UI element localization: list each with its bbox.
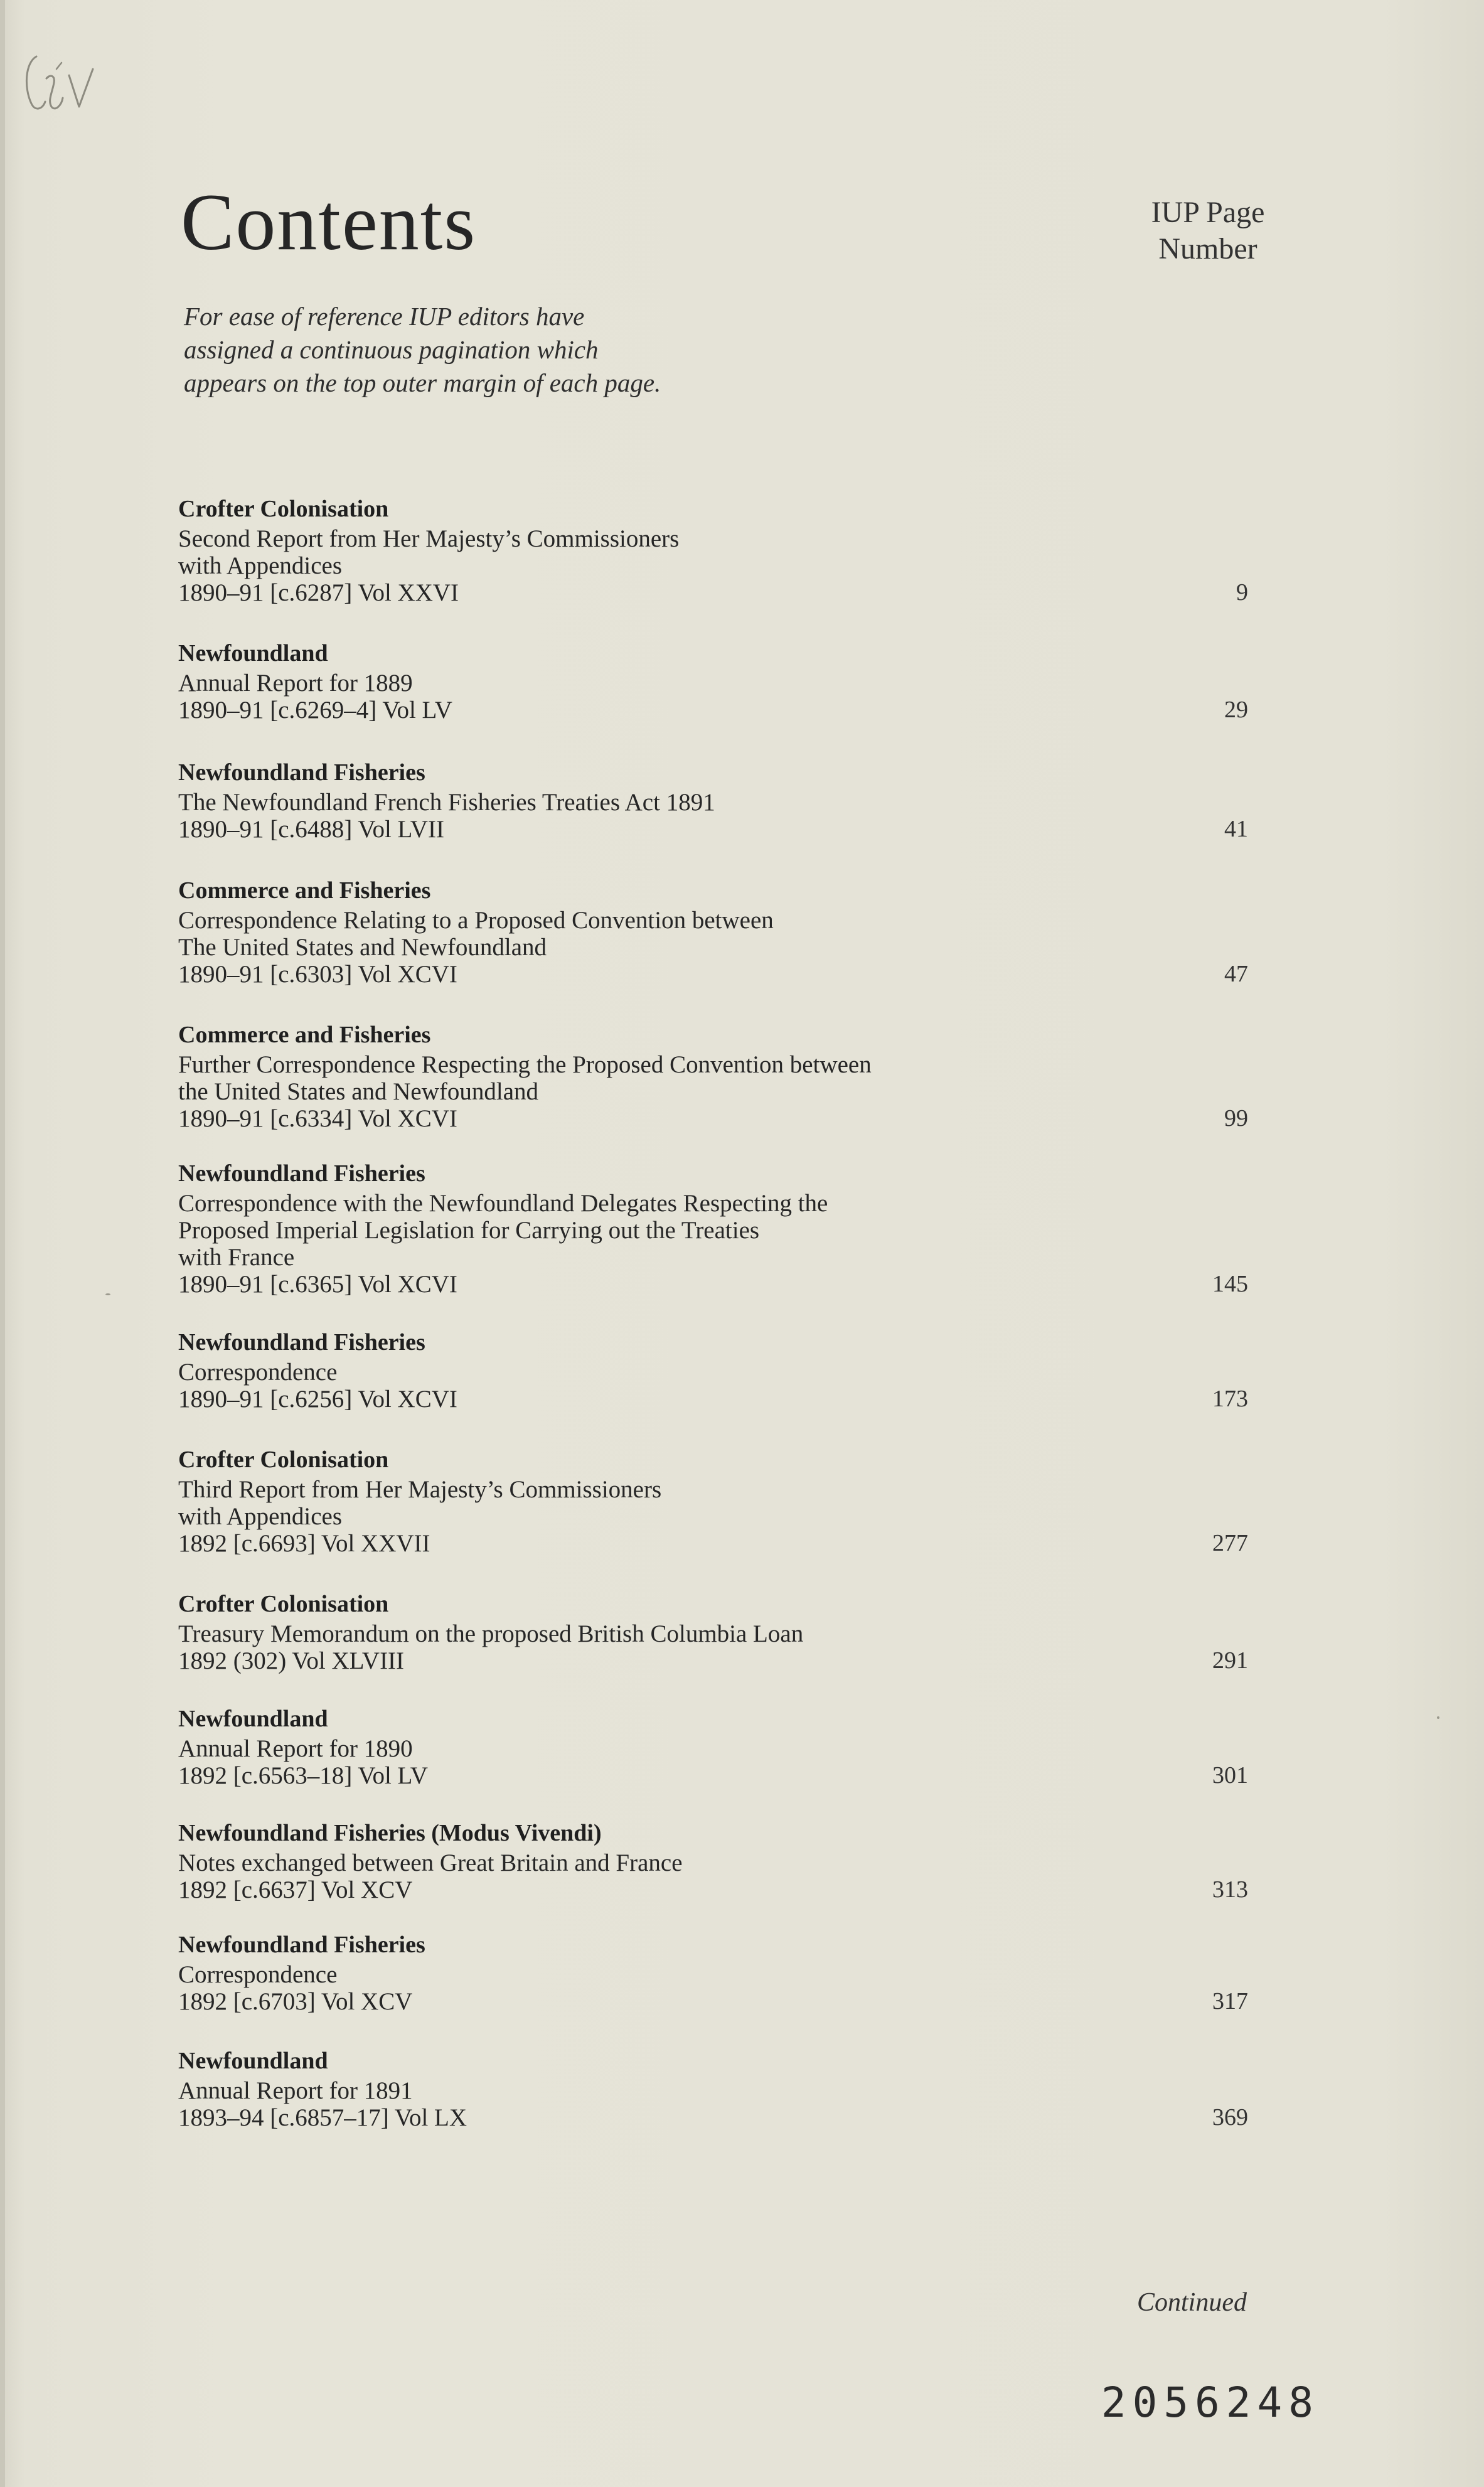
contents-entry [178, 1326, 1276, 1413]
paper-speck [105, 1293, 110, 1295]
entry-line: 1892 [c.6563–18] Vol LV [178, 1762, 428, 1789]
entry-page-number: 29 [1224, 697, 1248, 723]
entry-line: the United States and Newfoundland [178, 1078, 539, 1105]
column-header-line2: Number [1158, 232, 1257, 265]
entry-line: Treasury Memorandum on the proposed British Columbia Loan [178, 1620, 804, 1647]
entry-line: 1892 [c.6637] Vol XCV [178, 1876, 413, 1903]
entry-heading: Newfoundland [178, 1706, 328, 1732]
contents-entry [178, 874, 1276, 988]
entry-heading: Commerce and Fisheries [178, 1022, 431, 1048]
entry-heading: Newfoundland Fisheries [178, 1932, 425, 1958]
entry-heading: Crofter Colonisation [178, 496, 389, 522]
contents-entry [178, 493, 1276, 606]
entry-line: 1890–91 [c.6269–4] Vol LV [178, 697, 452, 724]
page-title: Contents [181, 178, 477, 267]
contents-entry [178, 2045, 1276, 2131]
column-header-line1: IUP Page [1151, 196, 1265, 229]
entry-heading: Newfoundland Fisheries (Modus Vivendi) [178, 1820, 602, 1846]
entry-heading: Newfoundland Fisheries [178, 759, 425, 786]
entry-line: The Newfoundland French Fisheries Treaties Act 1891 [178, 789, 715, 816]
entry-page-number: 145 [1212, 1271, 1248, 1297]
entry-heading: Newfoundland [178, 640, 328, 666]
paper-speck [1437, 1716, 1439, 1719]
intro-line2: assigned a continuous pagination which [184, 335, 599, 364]
contents-entry [178, 1443, 1276, 1557]
entry-line: Annual Report for 1891 [178, 2077, 413, 2104]
entry-line: 1890–91 [c.6256] Vol XCVI [178, 1386, 457, 1413]
entry-line: 1892 [c.6693] Vol XXVII [178, 1530, 430, 1557]
contents-entry [178, 637, 1276, 724]
entry-line: with Appendices [178, 1503, 343, 1530]
continued-note: Continued [1137, 2288, 1247, 2317]
entry-line: Correspondence Relating to a Proposed Convention between [178, 907, 774, 934]
entry-line: 1892 (302) Vol XLVIII [178, 1647, 405, 1674]
entry-line: 1893–94 [c.6857–17] Vol LX [178, 2104, 467, 2131]
entry-line: Correspondence with the Newfoundland Delegates Respecting the [178, 1190, 828, 1217]
entry-line: 1892 [c.6703] Vol XCV [178, 1988, 413, 2015]
entry-line: Correspondence [178, 1961, 338, 1988]
entry-heading: Newfoundland Fisheries [178, 1329, 425, 1356]
page-number-column-header [1114, 195, 1302, 267]
entry-page-number: 47 [1224, 961, 1248, 987]
entry-line: Notes exchanged between Great Britain and France [178, 1849, 683, 1876]
entry-line: 1890–91 [c.6488] Vol LVII [178, 816, 444, 843]
entry-line: with France [178, 1244, 295, 1271]
entry-page-number: 301 [1212, 1762, 1248, 1789]
contents-entry [178, 1588, 1276, 1674]
contents-entry [178, 756, 1276, 843]
entry-line: 1890–91 [c.6334] Vol XCVI [178, 1105, 457, 1132]
entry-line: 1890–91 [c.6287] Vol XXVI [178, 579, 459, 606]
entry-heading: Crofter Colonisation [178, 1591, 389, 1617]
entry-line: Annual Report for 1890 [178, 1735, 413, 1762]
contents-entry [178, 1019, 1276, 1132]
entry-page-number: 41 [1224, 816, 1248, 842]
entry-page-number: 99 [1224, 1105, 1248, 1131]
entry-line: 1890–91 [c.6303] Vol XCVI [178, 961, 457, 988]
entry-page-number: 173 [1212, 1386, 1248, 1412]
contents-entry [178, 1817, 1276, 1903]
entry-heading: Commerce and Fisheries [178, 877, 431, 904]
entry-page-number: 9 [1236, 579, 1248, 606]
entry-page-number: 291 [1212, 1647, 1248, 1674]
accession-number: 2056248 [1101, 2378, 1320, 2427]
entry-heading: Crofter Colonisation [178, 1447, 389, 1473]
contents-entry [178, 1157, 1276, 1298]
entry-page-number: 313 [1212, 1876, 1248, 1903]
intro-note [184, 300, 749, 400]
contents-entry [178, 1703, 1276, 1789]
entry-line: Annual Report for 1889 [178, 670, 413, 697]
entry-heading: Newfoundland [178, 2048, 328, 2074]
entry-line: 1890–91 [c.6365] Vol XCVI [178, 1271, 457, 1298]
entry-page-number: 369 [1212, 2104, 1248, 2131]
entry-line: Correspondence [178, 1359, 338, 1386]
contents-entry [178, 1928, 1276, 2015]
entry-line: Third Report from Her Majesty’s Commissioners [178, 1476, 662, 1503]
entry-page-number: 317 [1212, 1988, 1248, 2014]
intro-line1: For ease of reference IUP editors have [184, 302, 585, 331]
entry-line: Second Report from Her Majesty’s Commissioners [178, 525, 680, 552]
entry-heading: Newfoundland Fisheries [178, 1160, 425, 1187]
entry-line: Proposed Imperial Legislation for Carrying out the Treaties [178, 1217, 760, 1244]
entry-line: Further Correspondence Respecting the Proposed Convention between [178, 1051, 872, 1078]
page-edge [0, 0, 5, 2487]
entry-page-number: 277 [1212, 1530, 1248, 1556]
intro-line3: appears on the top outer margin of each page. [184, 368, 661, 397]
entry-line: with Appendices [178, 552, 343, 579]
pencil-annotation [18, 44, 112, 126]
entry-line: The United States and Newfoundland [178, 934, 547, 961]
